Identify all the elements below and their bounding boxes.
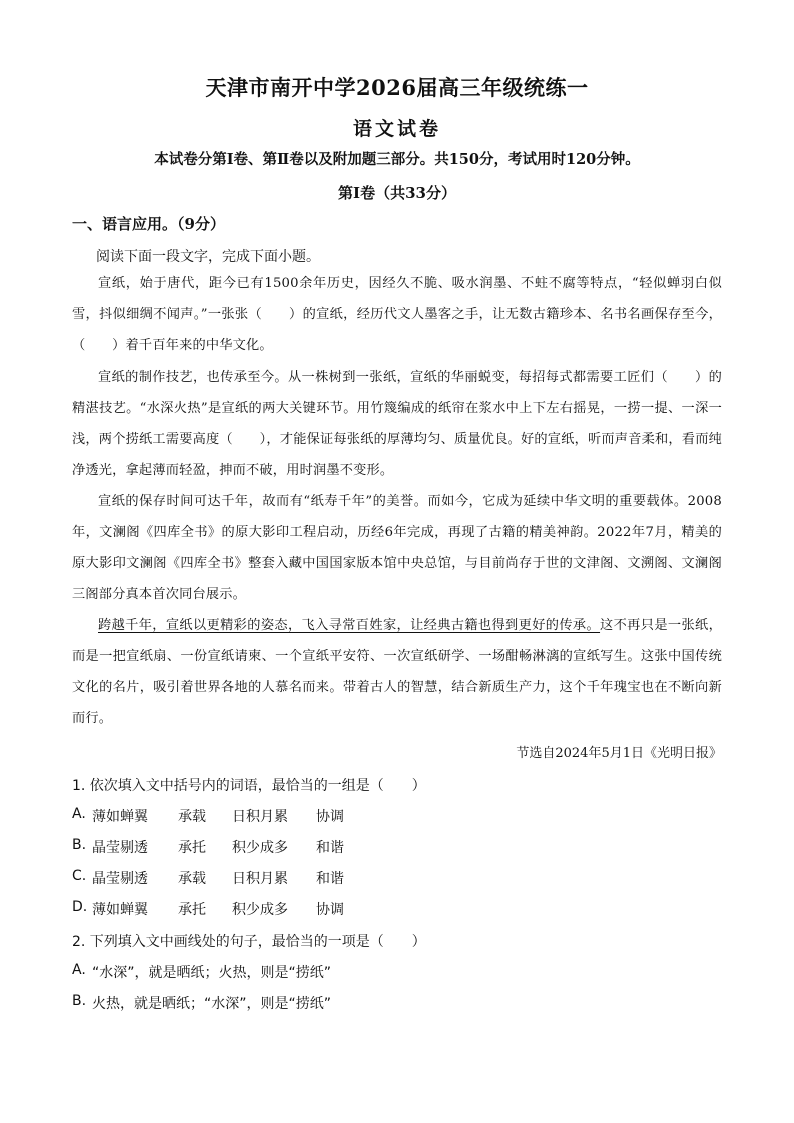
option-letter: A.: [72, 962, 86, 978]
option-letter: A.: [72, 806, 86, 822]
question-1-stem: 1. 依次填入文中括号内的词语，最恰当的一组是（ ）: [72, 778, 426, 794]
exam-subtitle: 语文试卷: [352, 118, 441, 140]
option-word: 承托: [178, 840, 206, 856]
option-word: 积少成多: [232, 840, 288, 856]
option-word: 晶莹剔透: [92, 871, 148, 887]
option-letter: C.: [72, 868, 87, 884]
question-2-stem: 2. 下列填入文中画线处的句子，最恰当的一项是（ ）: [72, 934, 426, 950]
source-citation: 节选自2024年5月1日《光明日报》: [516, 746, 722, 761]
option-letter: B.: [72, 837, 87, 853]
exam-note: 本试卷分第Ⅰ卷、第Ⅱ卷以及附加题三部分。共150分，考试用时120分钟。: [154, 151, 640, 168]
option-word: 晶莹剔透: [92, 840, 148, 856]
option-word: 和谐: [316, 871, 344, 887]
exam-title: 天津市南开中学2026届高三年级统练一: [205, 75, 589, 100]
option-word: 承载: [178, 809, 206, 825]
part-heading: 第Ⅰ卷（共33分）: [338, 184, 456, 202]
option-word: 日积月累: [232, 871, 288, 887]
option-word: 薄如蝉翼: [92, 809, 148, 825]
passage-paragraph-4: [72, 610, 722, 734]
question-1-option-c[interactable]: [72, 868, 344, 888]
option-letter: D.: [72, 899, 88, 915]
question-1-option-a[interactable]: [72, 806, 344, 826]
option-text: “水深”，就是晒纸；火热，则是“捞纸”: [92, 965, 332, 981]
option-word: 协调: [316, 809, 344, 825]
paragraph-4-rest: 这不再只是一张纸，而是一把宣纸扇、一份宣纸请柬、一个宣纸平安符、一次宣纸研学、一场酣畅淋漓的宣纸写生。这张中国传统文化的名片，吸引着世界各地的人慕名而来。带着古人的智慧，结合新质生产力，这个千年瑰宝也在不断向新而行。: [72, 618, 722, 726]
underlined-sentence: 跨越千年，宣纸以更精彩的姿态，飞入寻常百姓家，让经典古籍也得到更好的传承。: [98, 618, 601, 633]
option-word: 协调: [316, 902, 344, 918]
option-text: 火热，就是晒纸；“水深”，则是“捞纸”: [92, 996, 332, 1012]
option-word: 积少成多: [232, 902, 288, 918]
passage-paragraph-2: 宣纸的制作技艺，也传承至今。从一株树到一张纸，宣纸的华丽蜕变，每招每式都需要工匠们（ ）的精湛技艺。“水深火热”是宣纸的两大关键环节。用竹篾编成的纸帘在浆水中上下左右摇晃，一捞一提、一深一浅，两个捞纸工需要高度（ ），才能保证每张纸的厚薄均匀、质量优良。好的宣纸，听而声音柔和，看而纯净透光，拿起薄而轻盈，抻而不破，用时润墨不变形。: [72, 370, 722, 478]
section-instruction: 阅读下面一段文字，完成下面小题。: [96, 249, 320, 265]
section-heading: 一、语言应用。（9分）: [72, 215, 225, 233]
question-2-option-b[interactable]: [72, 993, 331, 1013]
question-1-option-b[interactable]: [72, 837, 344, 857]
option-letter: B.: [72, 993, 87, 1009]
option-word: 日积月累: [232, 809, 288, 825]
question-1-option-d[interactable]: [72, 899, 344, 919]
option-word: 承载: [178, 871, 206, 887]
passage-paragraph-3: 宣纸的保存时间可达千年，故而有“纸寿千年”的美誉。而如今，它成为延续中华文明的重要载体。2008年，文澜阁《四库全书》的原大影印工程启动，历经6年完成，再现了古籍的精美神韵。2022年7月，精美的原大影印文澜阁《四库全书》整套入藏中国国家版本馆中央总馆，与目前尚存于世的文津阁、文溯阁、文澜阁三阁部分真本首次同台展示。: [72, 494, 722, 602]
passage-paragraph-1: 宣纸，始于唐代，距今已有1500余年历史，因经久不脆、吸水润墨、不蛀不腐等特点，“轻似蝉羽白似雪，抖似细绸不闻声。”一张张（ ）的宣纸，经历代文人墨客之手，让无数古籍珍本、名书名画保存至今，（ ）着千百年来的中华文化。: [72, 276, 722, 353]
question-2-option-a[interactable]: [72, 962, 331, 982]
option-word: 承托: [178, 902, 206, 918]
option-word: 薄如蝉翼: [92, 902, 148, 918]
option-word: 和谐: [316, 840, 344, 856]
